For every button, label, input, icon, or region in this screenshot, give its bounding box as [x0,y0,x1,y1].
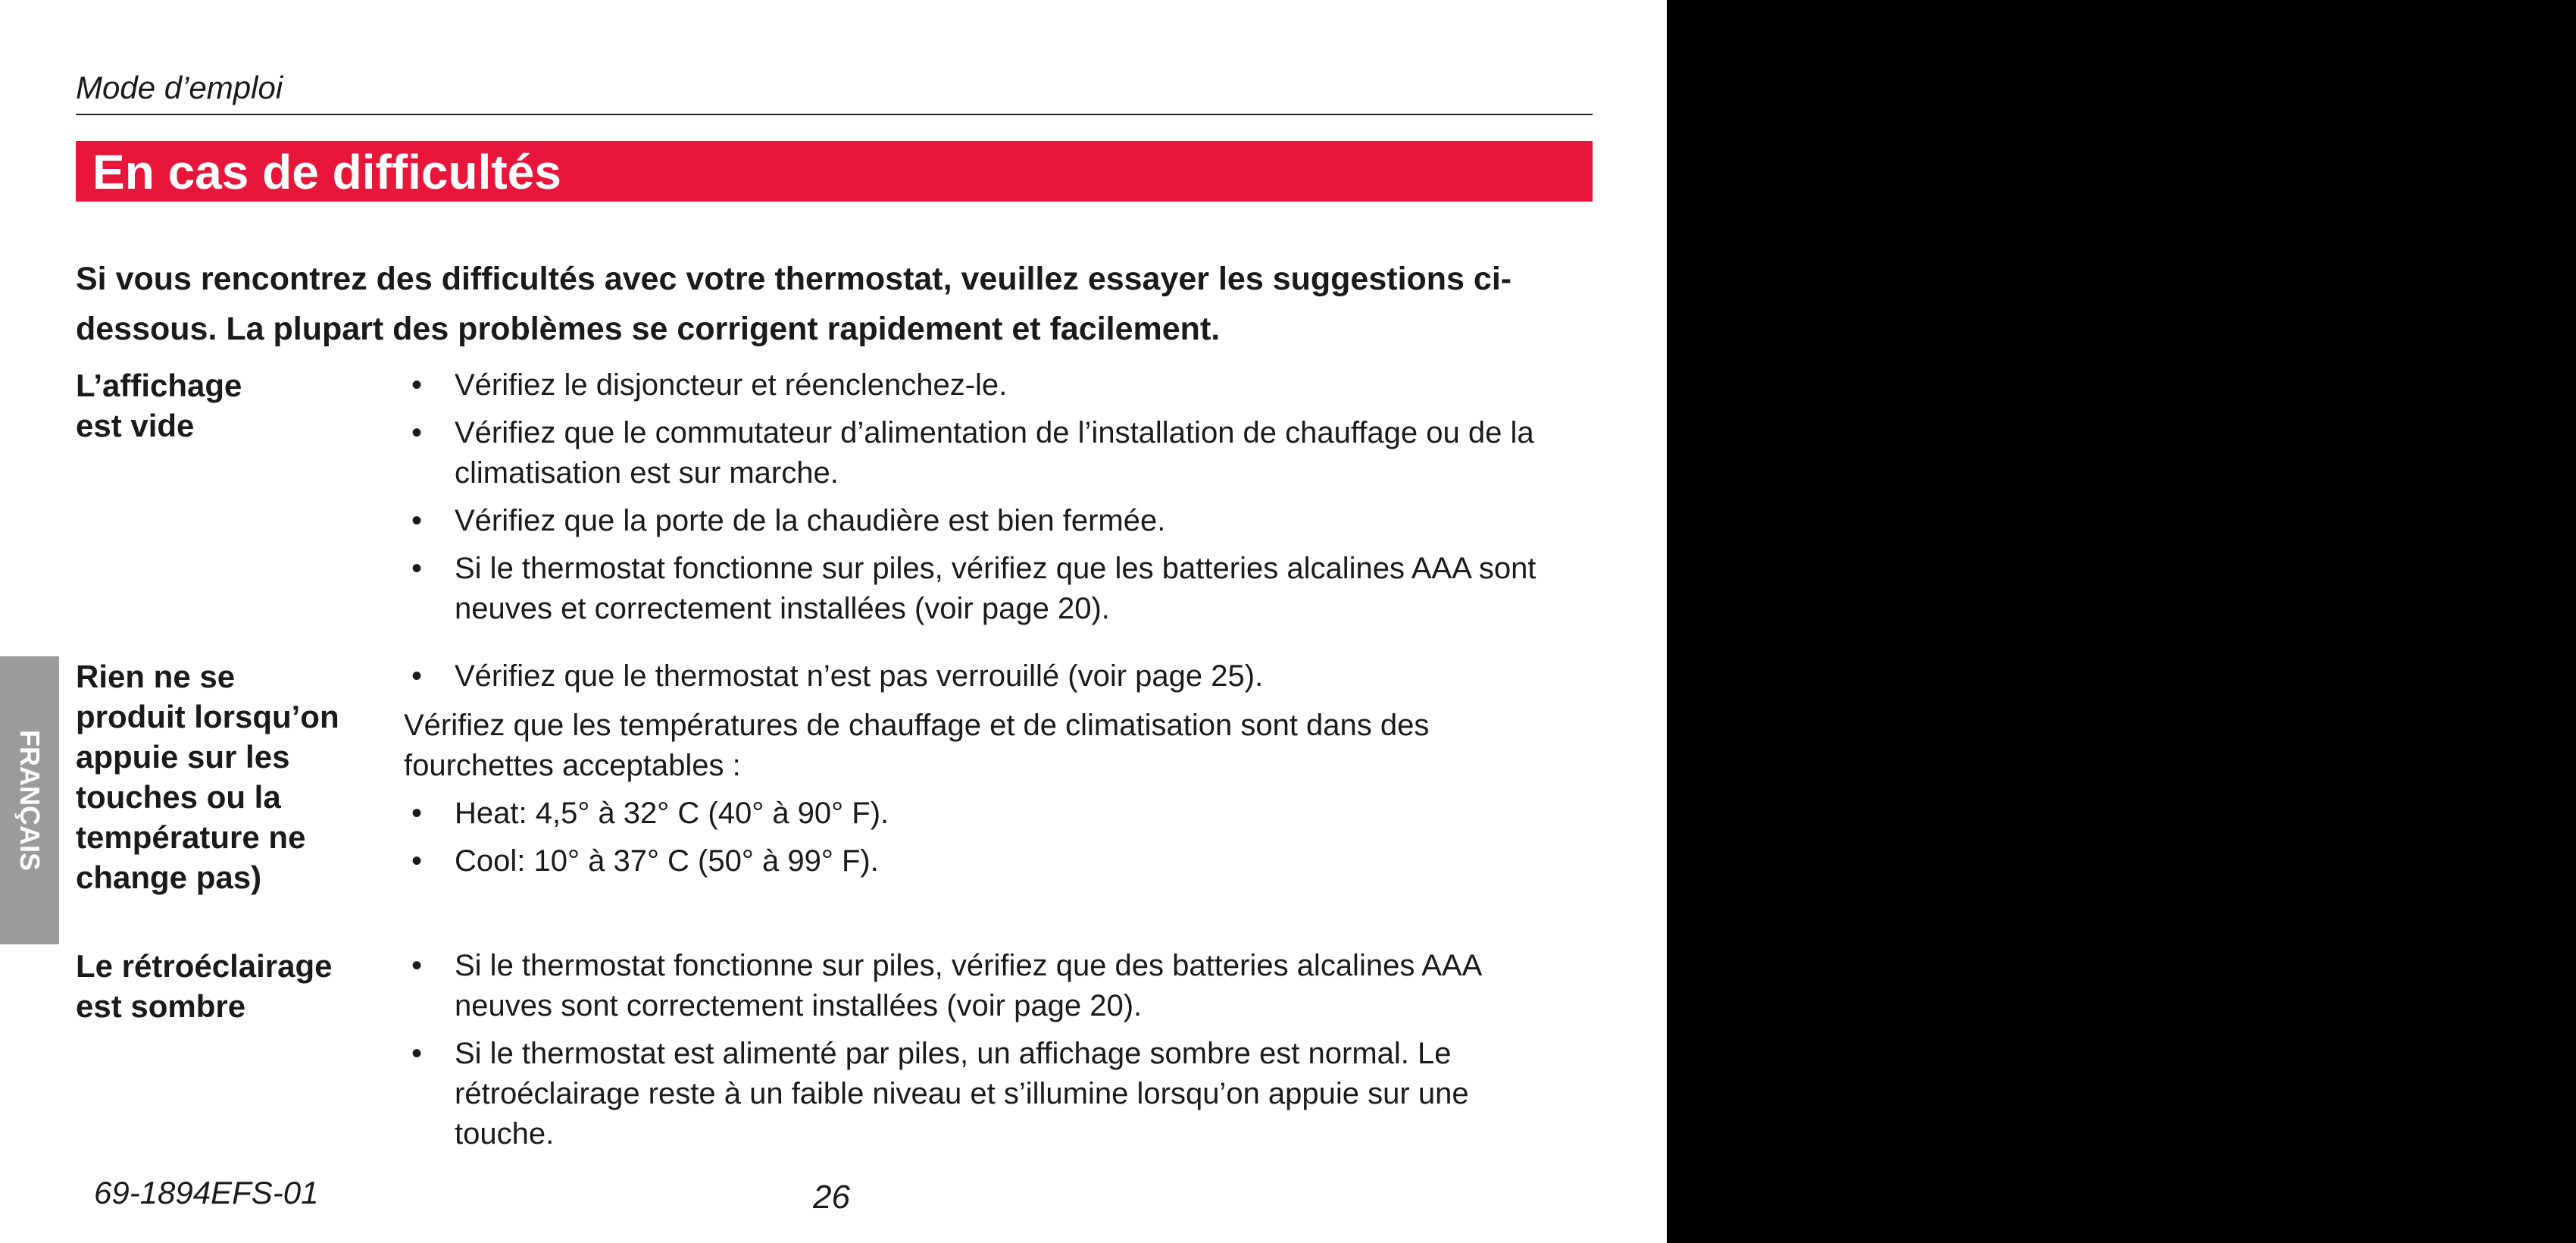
solution-item [404,501,1563,541]
bullet-icon: • [411,504,423,537]
solution-text: Vérifiez que le thermostat n’est pas verrouillé (voir page 25). [455,659,1264,693]
document-number: 69-1894EFS-01 [94,1175,319,1210]
solution-item [404,656,1563,697]
label-line: Le rétroéclairage [76,948,333,984]
intro-paragraph: Si vous rencontrez des difficultés avec votre thermostat, veuillez essayer les suggestions ci-dessous. La plupart des problèmes se corrigent rapidement et facilement. [76,261,1512,347]
label-line: touches ou la [76,779,281,815]
label-line: produit lorsqu’on [76,699,339,734]
label-line: L’affichage [76,368,242,403]
label-line: change pas) [76,859,262,895]
side-tab-label: FRANÇAIS [14,730,45,871]
solution-item [404,413,1563,493]
bullet-icon: • [411,552,423,585]
bullet-icon: • [411,416,423,449]
solution-text: Cool: 10° à 37° C (50° à 99° F). [455,844,879,878]
bullet-icon: • [411,844,423,878]
solution-text: Heat: 4,5° à 32° C (40° à 90° F). [455,797,889,830]
bullet-icon: • [411,368,423,402]
label-line: est vide [76,408,195,443]
label-line: température ne [76,819,306,855]
bullet-icon: • [411,1037,423,1070]
problem-label-dim-backlight [76,946,333,1026]
bullet-icon: • [411,659,423,693]
solution-text: Si le thermostat est alimenté par piles, un affichage sombre est normal. Le rétroéclairage reste à un faible niveau et s’illumine lorsqu’on appuie sur une touche. [455,1037,1469,1151]
solution-text: Si le thermostat fonctionne sur piles, vérifiez que les batteries alcalines AAA sont neuves et correctement installées (voir page 20). [455,552,1537,625]
solution-item [404,841,1563,881]
solution-item [404,549,1563,629]
solution-text: Si le thermostat fonctionne sur piles, vérifiez que des batteries alcalines AAA neuves sont correctement installées (voir page 20). [455,949,1481,1022]
page-number: 26 [813,1179,850,1216]
black-background-panel [1667,0,2576,1243]
section-title: En cas de difficultés [92,145,561,199]
solution-item [404,946,1563,1026]
bullet-icon: • [411,949,423,982]
language-side-tab [0,656,59,944]
solution-item [404,1034,1563,1154]
solution-text: Vérifiez que le commutateur d’alimentation de l’installation de chauffage ou de la climatisation est sur marche. [455,416,1534,490]
header-rule [76,114,1593,115]
bullet-icon: • [411,797,423,830]
section-title-bar [76,141,1593,202]
solutions-dim-backlight [404,946,1563,1162]
label-line: appuie sur les [76,739,290,775]
label-line: est sombre [76,988,246,1024]
solution-text: Vérifiez le disjoncteur et réenclenchez-le. [455,368,1008,402]
solution-item [404,794,1563,834]
label-line: Rien ne se [76,659,236,694]
solutions-no-response [404,656,1563,889]
solutions-blank-display [404,365,1563,637]
running-head: Mode d’emploi [76,70,283,105]
solution-text: Vérifiez que la porte de la chaudière est bien fermée. [455,504,1166,537]
solution-item [404,365,1563,405]
problem-label-no-response [76,656,339,897]
solution-paragraph: Vérifiez que les températures de chauffage et de climatisation sont dans des fourchettes acceptables : [404,709,1430,782]
problem-label-blank-display [76,365,242,446]
